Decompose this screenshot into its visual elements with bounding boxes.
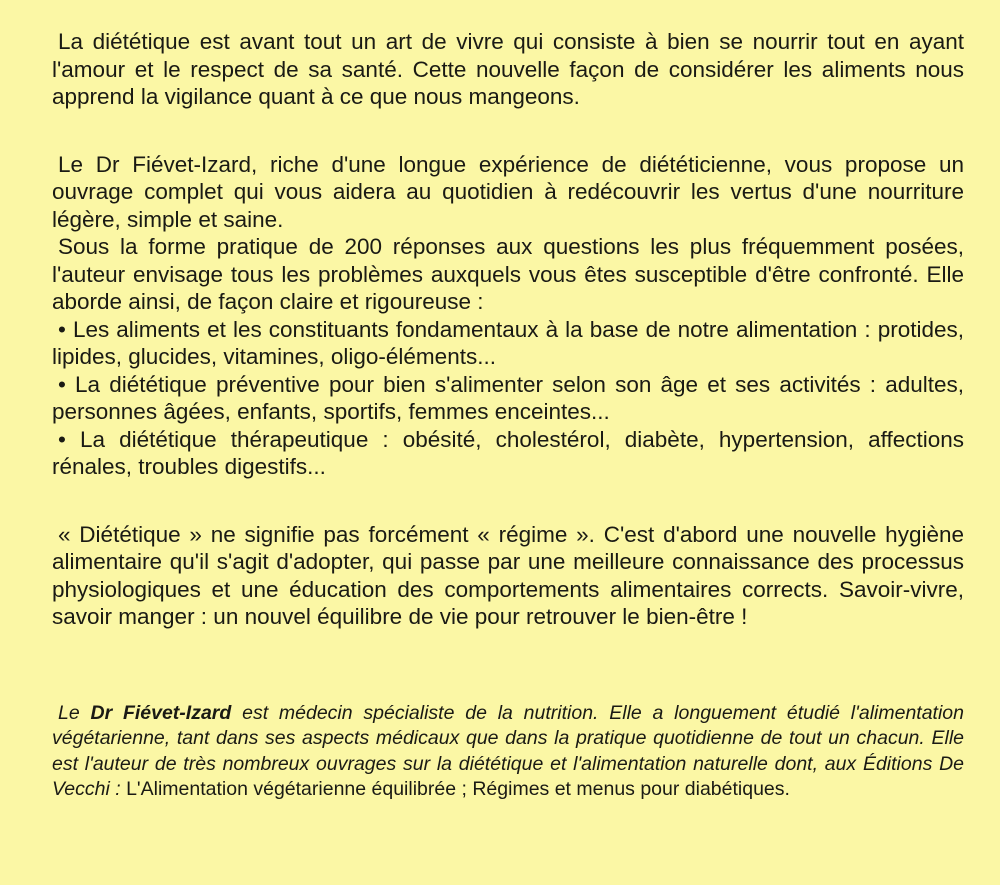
bio-lead: Le (58, 701, 91, 724)
spacer (52, 111, 964, 151)
intro-paragraph: La diététique est avant tout un art de vivre qui consiste à bien se nourrir tout en ayant l'amour et le respect de sa santé. Cette nouvelle façon de considérer les aliments nous apprend la vigilance quant à ce que nous mangeons. (52, 29, 964, 109)
list-item: • La diététique thérapeutique : obésité, cholestérol, diabète, hypertension, affections rénales, troubles digestifs... (52, 426, 964, 479)
bio-text: est médecin spécialiste de la nutrition. Elle a longuement étudié l'alimentation végétarienne, tant dans ses aspects médicaux que dans la pratique quotidienne de tout un chacun. Elle est l'auteur de très nombreux ouvrages sur la diététique et l'alimentation naturelle dont, aux Éditions De Vecchi : (52, 701, 965, 800)
back-cover-text (52, 28, 964, 803)
author-name: Dr Fiévet-Izard (90, 701, 232, 724)
spacer (52, 631, 964, 701)
list-item: • Les aliments et les constituants fondamentaux à la base de notre alimentation : protides, lipides, glucides, vitamines, oligo-éléments... (52, 316, 964, 369)
spacer (52, 481, 964, 521)
book-titles: L'Alimentation végétarienne équilibrée ; Régimes et menus pour diabétiques. (126, 778, 790, 800)
questions-paragraph: Sous la forme pratique de 200 réponses aux questions les plus fréquemment posées, l'auteur envisage tous les problèmes auxquels vous êtes susceptible d'être confronté. Elle aborde ainsi, de façon claire et rigoureuse : (52, 234, 964, 314)
list-item: • La diététique préventive pour bien s'alimenter selon son âge et ses activités : adultes, personnes âgées, enfants, sportifs, femmes enceintes... (52, 371, 964, 424)
author-bio (52, 701, 964, 803)
author-paragraph: Le Dr Fiévet-Izard, riche d'une longue expérience de diététicienne, vous propose un ouvrage complet qui vous aidera au quotidien à redécouvrir les vertus d'une nourriture légère, simple et saine. (52, 151, 964, 232)
closing-paragraph: « Diététique » ne signifie pas forcément « régime ». C'est d'abord une nouvelle hygiène alimentaire qu'il s'agit d'adopter, qui passe par une meilleure connaissance des processus physiologiques et une éducation des comportements alimentaires corrects. Savoir-vivre, savoir manger : un nouvel équilibre de vie pour retrouver le bien-être ! (52, 521, 964, 629)
